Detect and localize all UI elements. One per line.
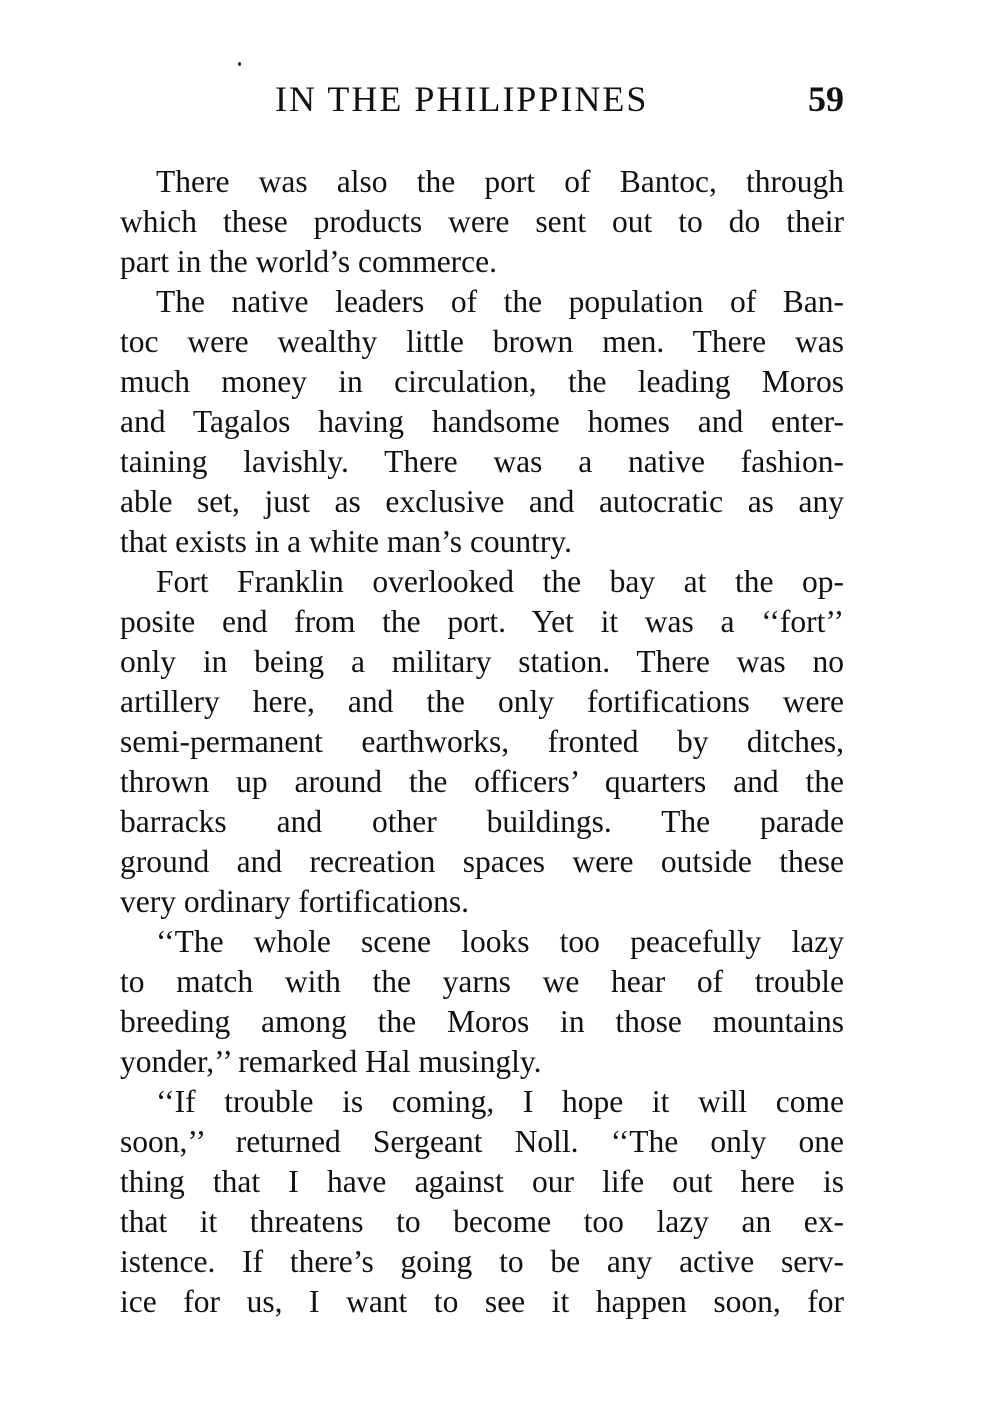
text-line: Fort Franklin overlooked the bay at the op- (156, 564, 844, 599)
text-line: artillery here, and the only fortifications were (120, 684, 844, 719)
text-line: istence. If there’s going to be any active serv- (120, 1244, 844, 1279)
text-line: part in the world’s commerce. (120, 244, 498, 279)
text-line: to match with the yarns we hear of trouble (120, 964, 844, 999)
print-speck (238, 62, 241, 66)
text-line: very ordinary fortifications. (120, 884, 470, 919)
text-line: much money in circulation, the leading Moros (120, 364, 844, 399)
text-line: There was also the port of Bantoc, through (156, 164, 844, 199)
running-head (120, 78, 844, 128)
text-line: ‘‘If trouble is coming, I hope it will come (156, 1084, 844, 1119)
text-line: posite end from the port. Yet it was a ‘‘fort’’ (120, 604, 844, 639)
text-line: taining lavishly. There was a native fashion- (120, 444, 844, 479)
text-line: thrown up around the officers’ quarters and the (120, 764, 844, 799)
running-head-title: IN THE PHILIPPINES (275, 79, 649, 119)
text-line: ground and recreation spaces were outside these (120, 844, 844, 879)
text-line: ‘‘The whole scene looks too peacefully lazy (156, 924, 844, 959)
text-line: barracks and other buildings. The parade (120, 804, 844, 839)
text-line: soon,’’ returned Sergeant Noll. ‘‘The only one (120, 1124, 844, 1159)
text-line: which these products were sent out to do their (120, 204, 844, 239)
text-line: semi-permanent earthworks, fronted by ditches, (120, 724, 844, 759)
text-line: thing that I have against our life out here is (120, 1164, 844, 1199)
text-line: that it threatens to become too lazy an ex- (120, 1204, 844, 1239)
text-line: only in being a military station. There was no (120, 644, 844, 679)
body-text (120, 162, 844, 1322)
text-line: and Tagalos having handsome homes and enter- (120, 404, 844, 439)
text-line: ice for us, I want to see it happen soon, for (120, 1284, 844, 1319)
text-line: yonder,’’ remarked Hal musingly. (120, 1044, 542, 1079)
text-line: The native leaders of the population of Ban- (156, 284, 844, 319)
text-line: able set, just as exclusive and autocratic as any (120, 484, 844, 519)
text-line: toc were wealthy little brown men. There was (120, 324, 844, 359)
text-line: that exists in a white man’s country. (120, 524, 572, 559)
text-line: breeding among the Moros in those mountains (120, 1004, 844, 1039)
page-number: 59 (808, 79, 844, 119)
